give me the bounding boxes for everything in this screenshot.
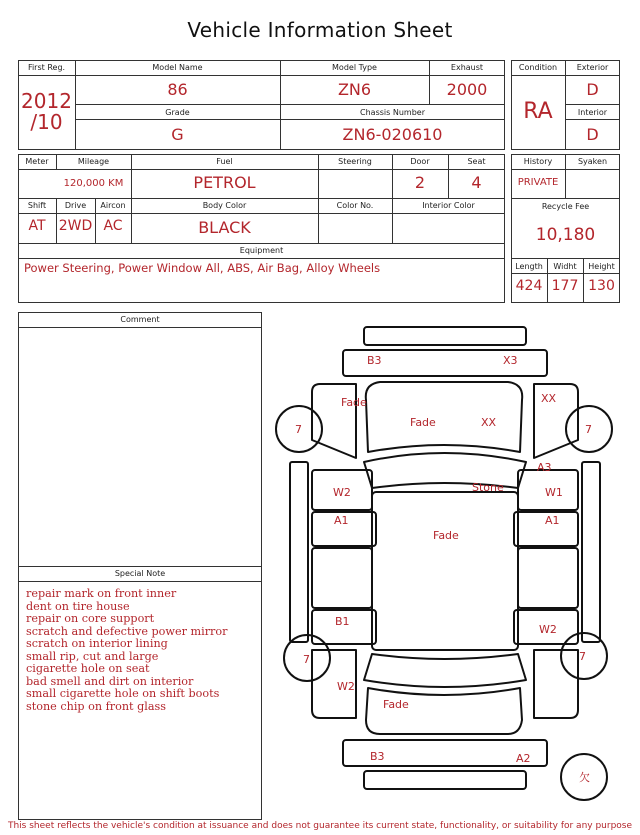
first-reg-label: First Reg. bbox=[27, 63, 66, 72]
list-item: repair on core support bbox=[26, 612, 155, 625]
mark-fade-left-front: Fade bbox=[341, 396, 367, 409]
list-item: bad smell and dirt on interior bbox=[26, 674, 194, 688]
comment-label: Comment bbox=[120, 315, 160, 324]
chassis-value: ZN6-020610 bbox=[342, 125, 443, 144]
length-value: 424 bbox=[515, 278, 543, 294]
mark-b1: B1 bbox=[335, 615, 350, 628]
condition-value: RA bbox=[523, 99, 553, 124]
color-no-label: Color No. bbox=[336, 201, 374, 210]
list-item: cigarette hole on seat bbox=[26, 662, 150, 675]
mark-fade-roof: Fade bbox=[433, 529, 459, 542]
exhaust-label: Exhaust bbox=[450, 63, 484, 72]
shift-label: Shift bbox=[27, 201, 47, 210]
fuel-value: PETROL bbox=[193, 173, 256, 192]
list-item: scratch and defective power mirror bbox=[26, 624, 228, 638]
exhaust-value: 2000 bbox=[446, 80, 488, 99]
mark-tire-rr: 7 bbox=[579, 650, 586, 663]
model-type-value: ZN6 bbox=[337, 80, 372, 99]
length-label: Length bbox=[515, 262, 543, 271]
list-item: stone chip on front glass bbox=[26, 699, 166, 713]
door-label: Door bbox=[410, 157, 430, 166]
height-label: Height bbox=[588, 262, 615, 271]
mark-fade-trunk: Fade bbox=[383, 698, 409, 711]
condition-label: Condition bbox=[518, 63, 558, 72]
mark-a1-right: A1 bbox=[545, 514, 560, 527]
special-note-label: Special Note bbox=[114, 569, 166, 578]
seat-label: Seat bbox=[467, 157, 486, 166]
grade-value: G bbox=[171, 125, 184, 144]
equipment-value: Power Steering, Power Window All, ABS, Air Bag, Alloy Wheels bbox=[24, 261, 381, 275]
mark-fade-hood: Fade bbox=[410, 416, 436, 429]
mark-a1-left: A1 bbox=[334, 514, 349, 527]
mark-tire-fr: 7 bbox=[585, 423, 592, 436]
mark-spare: 欠 bbox=[579, 771, 590, 784]
meter-label: Meter bbox=[25, 157, 49, 166]
aircon-label: Aircon bbox=[100, 201, 126, 210]
equipment-label: Equipment bbox=[239, 246, 284, 255]
exterior-label: Exterior bbox=[576, 63, 609, 72]
mark-w1-right: W1 bbox=[545, 486, 563, 499]
list-item: small cigarette hole on shift boots bbox=[26, 687, 220, 700]
model-type-label: Model Type bbox=[332, 63, 377, 72]
mark-w2-right: W2 bbox=[539, 623, 557, 636]
mark-a2: A2 bbox=[516, 752, 531, 765]
first-reg-month: /10 bbox=[30, 110, 63, 134]
mark-b3-bottom: B3 bbox=[370, 750, 385, 763]
interior-label: Interior bbox=[577, 108, 608, 117]
list-item: repair mark on front inner bbox=[26, 587, 177, 600]
width-value: 177 bbox=[551, 278, 579, 294]
mark-stone: Stone bbox=[472, 481, 504, 494]
height-value: 130 bbox=[588, 278, 615, 294]
special-note-list bbox=[26, 588, 227, 713]
syaken-label: Syaken bbox=[577, 157, 608, 166]
shift-value: AT bbox=[28, 218, 46, 234]
mark-w2-left-rear: W2 bbox=[337, 680, 355, 693]
list-item: dent on tire house bbox=[26, 599, 130, 613]
seat-value: 4 bbox=[471, 173, 482, 192]
mark-x3-top: X3 bbox=[503, 354, 518, 367]
mark-w2-left: W2 bbox=[333, 486, 351, 499]
mark-xx-right-front: XX bbox=[541, 392, 557, 405]
recycle-fee-label: Recycle Fee bbox=[541, 202, 590, 211]
chassis-label: Chassis Number bbox=[360, 108, 425, 117]
page-title: Vehicle Information Sheet bbox=[187, 18, 453, 42]
drive-value: 2WD bbox=[58, 218, 93, 234]
grade-label: Grade bbox=[165, 108, 190, 117]
mark-b3-top: B3 bbox=[367, 354, 382, 367]
interior-color-label: Interior Color bbox=[422, 201, 475, 210]
interior-value: D bbox=[586, 125, 599, 144]
mark-a3: A3 bbox=[537, 461, 552, 474]
width-label: Widht bbox=[553, 262, 577, 271]
recycle-fee-value: 10,180 bbox=[535, 225, 596, 245]
model-name-label: Model Name bbox=[152, 63, 203, 72]
body-color-label: Body Color bbox=[202, 201, 247, 210]
mark-tire-fl: 7 bbox=[295, 423, 302, 436]
mileage-value: 120,000 KM bbox=[63, 178, 124, 189]
mark-xx-hood: XX bbox=[481, 416, 497, 429]
disclaimer-footer: This sheet reflects the vehicle's condition at issuance and does not guarantee its current state, functionality, or suitability for any purpose bbox=[7, 821, 633, 831]
list-item: scratch on interior lining bbox=[26, 637, 168, 650]
history-value: PRIVATE bbox=[517, 177, 559, 188]
history-label: History bbox=[523, 157, 553, 166]
model-name-value: 86 bbox=[167, 80, 188, 99]
list-item: small rip, cut and large bbox=[26, 649, 159, 663]
fuel-label: Fuel bbox=[216, 157, 233, 166]
body-color-value: BLACK bbox=[198, 218, 251, 237]
steering-label: Steering bbox=[338, 157, 372, 166]
exterior-value: D bbox=[586, 80, 599, 99]
door-value: 2 bbox=[414, 173, 426, 192]
first-reg-year: 2012 bbox=[21, 89, 72, 113]
mark-tire-rl: 7 bbox=[303, 653, 310, 666]
car-damage-diagram bbox=[262, 312, 640, 817]
aircon-value: AC bbox=[103, 218, 123, 234]
drive-label: Drive bbox=[64, 201, 87, 210]
mileage-label: Mileage bbox=[77, 157, 110, 166]
